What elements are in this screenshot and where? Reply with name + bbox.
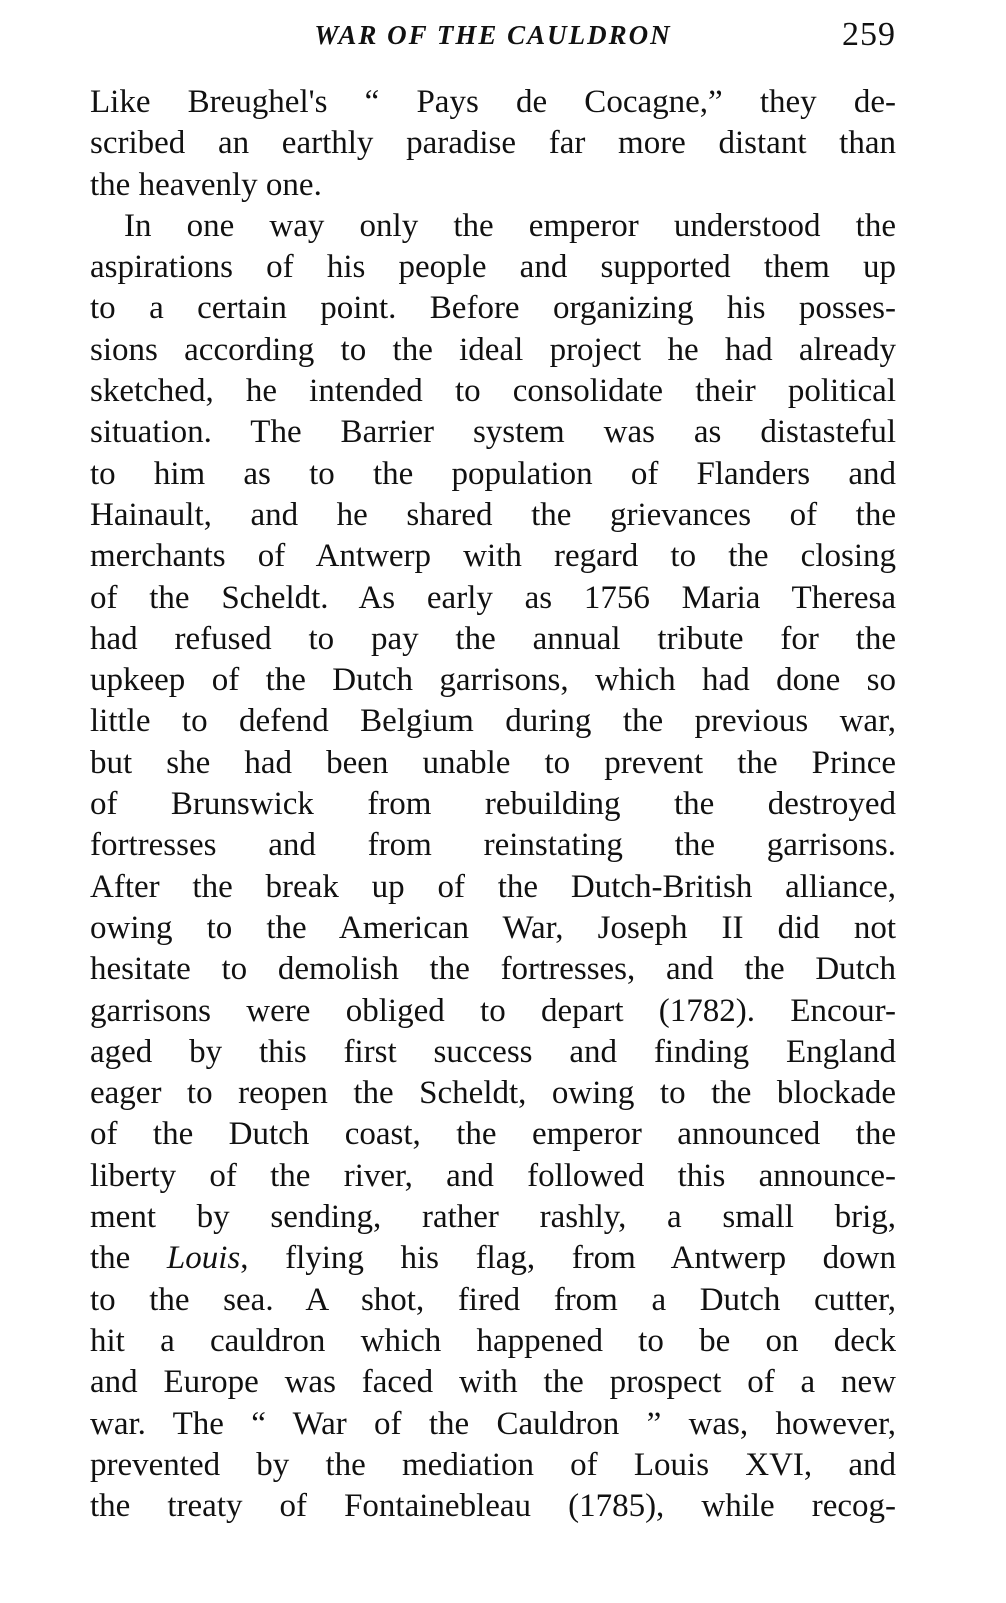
text-line: but she had been unable to prevent the Prince xyxy=(90,744,896,781)
text-line: of the Dutch coast, the emperor announced the xyxy=(90,1116,896,1153)
text-line: hit a cauldron which happened to be on deck xyxy=(90,1322,896,1359)
text-line: little to defend Belgium during the previous war, xyxy=(90,703,896,740)
text-line: to the sea. A shot, fired from a Dutch cutter, xyxy=(90,1281,896,1318)
text-line: aged by this first success and finding England xyxy=(90,1033,896,1070)
text-line: upkeep of the Dutch garrisons, which had done so xyxy=(90,662,896,699)
text-line: of the Scheldt. As early as 1756 Maria Theresa xyxy=(90,579,896,616)
text-line: of Brunswick from rebuilding the destroyed xyxy=(90,786,896,823)
text-line: fortresses and from reinstating the garrisons. xyxy=(90,827,896,864)
text-line xyxy=(90,1238,896,1279)
text-line: and Europe was faced with the prospect of a new xyxy=(90,1364,896,1401)
running-title: WAR OF THE CAULDRON xyxy=(314,20,672,50)
text-run: the xyxy=(90,1240,167,1277)
text-line: owing to the American War, Joseph II did not xyxy=(90,909,896,946)
text-line: the treaty of Fontainebleau (1785), while recog- xyxy=(90,1488,896,1525)
body-text xyxy=(90,82,896,1527)
text-line: had refused to pay the annual tribute for the xyxy=(90,620,896,657)
text-line: Like Breughel's “ Pays de Cocagne,” they de- xyxy=(90,84,896,120)
text-line: to a certain point. Before organizing his posses- xyxy=(90,290,896,327)
text-line: garrisons were obliged to depart (1782). Encour- xyxy=(90,992,896,1029)
text-line: aspirations of his people and supported them up xyxy=(90,249,896,286)
text-run: , flying his flag, from Antwerp down xyxy=(240,1240,896,1277)
text-line: scribed an earthly paradise far more distant than xyxy=(90,125,896,162)
text-line: war. The “ War of the Cauldron ” was, however, xyxy=(90,1405,896,1442)
page-number: 259 xyxy=(842,16,896,53)
text-line: to him as to the population of Flanders and xyxy=(90,455,896,492)
text-line: hesitate to demolish the fortresses, and the Dutch xyxy=(90,951,896,988)
text-line: Hainault, and he shared the grievances of the xyxy=(90,496,896,533)
running-head xyxy=(90,14,896,58)
text-line: ment by sending, rather rashly, a small brig, xyxy=(90,1199,896,1236)
ship-name: Louis xyxy=(166,1240,241,1277)
text-line: situation. The Barrier system was as distasteful xyxy=(90,414,896,451)
text-line: the heavenly one. xyxy=(90,166,322,203)
text-line: eager to reopen the Scheldt, owing to the blockade xyxy=(90,1075,896,1112)
text-line: prevented by the mediation of Louis XVI, and xyxy=(90,1446,896,1483)
text-line: merchants of Antwerp with regard to the closing xyxy=(90,538,896,575)
text-line: sketched, he intended to consolidate their political xyxy=(90,373,896,410)
text-line: sions according to the ideal project he had already xyxy=(90,331,896,368)
text-line: In one way only the emperor understood the xyxy=(124,207,896,244)
text-line: After the break up of the Dutch-British alliance, xyxy=(90,868,896,905)
text-line: liberty of the river, and followed this announce- xyxy=(90,1157,896,1194)
